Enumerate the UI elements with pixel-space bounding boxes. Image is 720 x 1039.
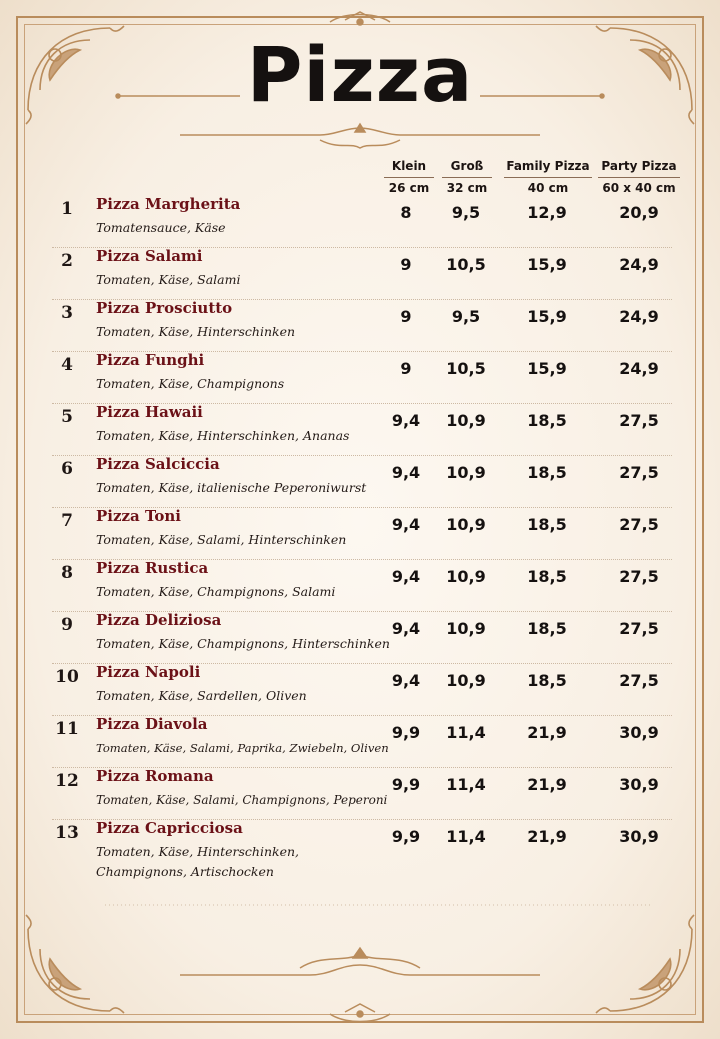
page-title: Pizza	[246, 30, 474, 119]
item-number: 12	[55, 771, 79, 791]
price-klein: 9,4	[391, 671, 421, 690]
price-party: 30,9	[619, 827, 659, 846]
item-number: 13	[55, 823, 79, 843]
price-family: 18,5	[527, 463, 567, 482]
price-family: 18,5	[527, 671, 567, 690]
price-gross: 10,9	[446, 463, 486, 482]
price-gross: 10,9	[446, 619, 486, 638]
item-number: 1	[61, 199, 73, 219]
price-gross: 11,4	[446, 827, 486, 846]
item-name: Pizza Toni	[96, 507, 182, 525]
price-family: 18,5	[527, 411, 567, 430]
price-party: 30,9	[619, 775, 659, 794]
item-description: Tomaten, Käse, Salami, Champignons, Peperoni	[96, 793, 388, 807]
price-klein: 9,4	[391, 515, 421, 534]
column-size: 32 cm	[446, 181, 488, 195]
item-number: 9	[61, 615, 73, 635]
price-gross: 9,5	[451, 307, 481, 326]
price-party: 27,5	[619, 567, 659, 586]
item-number: 3	[61, 303, 73, 323]
price-party: 30,9	[619, 723, 659, 742]
item-description: Tomaten, Käse, Hinterschinken, Champignons, Artischocken	[96, 844, 300, 879]
menu-item	[52, 663, 672, 716]
price-gross: 10,9	[446, 671, 486, 690]
item-name: Pizza Romana	[96, 767, 214, 785]
price-klein: 9	[400, 255, 412, 274]
price-klein: 9,9	[391, 775, 421, 794]
price-family: 15,9	[527, 359, 567, 378]
menu-item	[52, 195, 672, 248]
item-description: Tomaten, Käse, Champignons, Salami	[96, 584, 336, 599]
menu-item	[52, 559, 672, 612]
menu-item	[52, 767, 672, 820]
menu-item	[52, 455, 672, 508]
item-name: Pizza Rustica	[96, 559, 209, 577]
price-gross: 11,4	[446, 723, 486, 742]
price-gross: 10,5	[446, 359, 486, 378]
price-party: 24,9	[619, 307, 659, 326]
price-party: 27,5	[619, 411, 659, 430]
column-label: Klein	[384, 158, 434, 178]
item-description: Tomatensauce, Käse	[96, 220, 226, 235]
item-description: Tomaten, Käse, Hinterschinken, Ananas	[96, 428, 350, 443]
item-number: 10	[55, 667, 79, 687]
price-family: 21,9	[527, 723, 567, 742]
price-party: 27,5	[619, 463, 659, 482]
item-number: 6	[61, 459, 73, 479]
item-name: Pizza Funghi	[96, 351, 205, 369]
item-name: Pizza Margherita	[96, 195, 241, 213]
column-label: Party Pizza	[598, 158, 680, 178]
menu-item	[52, 611, 672, 664]
price-party: 24,9	[619, 255, 659, 274]
item-description: Tomaten, Käse, Salami, Hinterschinken	[96, 532, 347, 547]
price-family: 15,9	[527, 307, 567, 326]
item-description: Tomaten, Käse, Champignons, Hinterschinken	[96, 636, 390, 651]
ornamental-corner-icon	[20, 909, 130, 1019]
item-number: 5	[61, 407, 73, 427]
price-family: 21,9	[527, 827, 567, 846]
menu-item	[52, 507, 672, 560]
item-description: Tomaten, Käse, Sardellen, Oliven	[96, 688, 307, 703]
menu-item	[52, 247, 672, 300]
price-family: 12,9	[527, 203, 567, 222]
price-party: 27,5	[619, 619, 659, 638]
item-description: Tomaten, Käse, Salami	[96, 272, 241, 287]
item-name: Pizza Capricciosa	[96, 819, 243, 837]
menu-item	[52, 715, 672, 768]
item-description: Tomaten, Käse, Champignons	[96, 376, 285, 391]
price-family: 21,9	[527, 775, 567, 794]
column-label: Family Pizza	[504, 158, 592, 178]
price-klein: 9	[400, 359, 412, 378]
price-klein: 9,9	[391, 723, 421, 742]
menu-item	[52, 819, 672, 891]
column-size: 40 cm	[527, 181, 569, 195]
item-number: 2	[61, 251, 73, 271]
price-gross: 10,9	[446, 411, 486, 430]
price-gross: 10,9	[446, 567, 486, 586]
menu-item	[52, 351, 672, 404]
item-name: Pizza Hawaii	[96, 403, 203, 421]
item-name: Pizza Deliziosa	[96, 611, 222, 629]
price-klein: 9,9	[391, 827, 421, 846]
item-description: Tomaten, Käse, Hinterschinken	[96, 324, 296, 339]
column-header-family	[504, 158, 592, 196]
column-label: Groß	[442, 158, 492, 178]
item-name: Pizza Napoli	[96, 663, 201, 681]
column-header-klein	[384, 158, 434, 196]
price-party: 27,5	[619, 515, 659, 534]
price-family: 18,5	[527, 515, 567, 534]
item-number: 7	[61, 511, 73, 531]
item-name: Pizza Diavola	[96, 715, 208, 733]
item-number: 11	[55, 719, 79, 739]
price-family: 18,5	[527, 619, 567, 638]
price-family: 15,9	[527, 255, 567, 274]
price-klein: 9,4	[391, 619, 421, 638]
price-gross: 10,5	[446, 255, 486, 274]
item-name: Pizza Prosciutto	[96, 299, 233, 317]
price-gross: 11,4	[446, 775, 486, 794]
item-number: 8	[61, 563, 73, 583]
price-klein: 9,4	[391, 411, 421, 430]
price-klein: 9,4	[391, 463, 421, 482]
item-description: Tomaten, Käse, Salami, Paprika, Zwiebeln, Oliven	[96, 741, 389, 755]
column-size: 26 cm	[388, 181, 430, 195]
price-gross: 9,5	[451, 203, 481, 222]
item-number: 4	[61, 355, 73, 375]
menu-item	[52, 403, 672, 456]
price-klein: 9	[400, 307, 412, 326]
menu-item	[52, 299, 672, 352]
price-party: 20,9	[619, 203, 659, 222]
column-header-party	[598, 158, 680, 196]
price-klein: 9,4	[391, 567, 421, 586]
price-party: 27,5	[619, 671, 659, 690]
item-description: Tomaten, Käse, italienische Peperoniwurst	[96, 480, 367, 495]
price-gross: 10,9	[446, 515, 486, 534]
price-family: 18,5	[527, 567, 567, 586]
column-size: 60 x 40 cm	[602, 181, 676, 195]
price-party: 24,9	[619, 359, 659, 378]
item-name: Pizza Salami	[96, 247, 203, 265]
price-klein: 8	[400, 203, 412, 222]
column-header-gross	[442, 158, 492, 196]
item-name: Pizza Salciccia	[96, 455, 220, 473]
ornamental-corner-icon	[590, 909, 700, 1019]
